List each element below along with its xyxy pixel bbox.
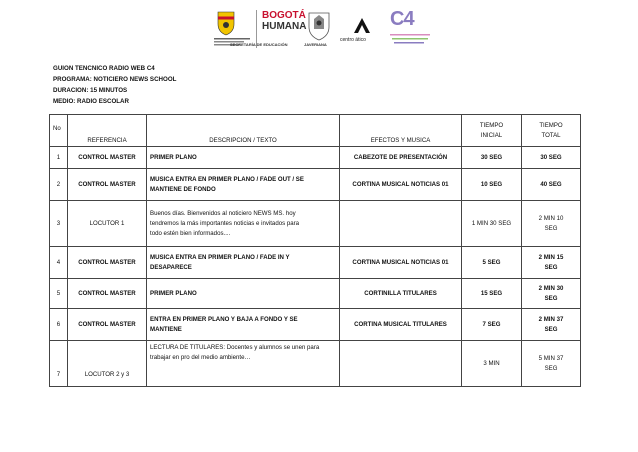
- table-row: [50, 247, 581, 279]
- row-efectos: CORTINA MUSICAL NOTICIAS 01: [340, 169, 462, 201]
- row-descripcion-line: todo estén bien informados....: [150, 229, 231, 237]
- row-tiempo-inicial: 7 SEG: [462, 309, 522, 341]
- c4-logo: C4: [390, 8, 414, 30]
- row-descripcion-line: trabajar en pro del medio ambiente…: [150, 354, 251, 361]
- row-tiempo-total: [522, 279, 581, 309]
- row-descripcion: [147, 341, 340, 387]
- row-efectos: CORTINILLA TITULARES: [340, 279, 462, 309]
- row-efectos: CABEZOTE DE PRESENTACIÓN: [340, 147, 462, 169]
- bogota-line1: BOGOTÁ: [262, 10, 306, 21]
- row-no: 3: [50, 201, 68, 247]
- row-tiempo-total: [522, 309, 581, 341]
- row-tiempo-total: 30 SEG: [522, 147, 581, 169]
- row-descripcion-line: ENTRA EN PRIMER PLANO Y BAJA A FONDO Y SE: [150, 315, 298, 323]
- row-tiempo-total-line: SEG: [544, 325, 558, 333]
- header-tiempo-inicial: [462, 115, 522, 147]
- row-referencia: CONTROL MASTER: [68, 247, 147, 279]
- header-tiempo-inicial-line2: INICIAL: [480, 131, 503, 139]
- table-row: [50, 341, 581, 387]
- meta-program: PROGRAMA: NOTICIERO NEWS SCHOOL: [53, 76, 177, 83]
- row-tiempo-total-line: 5 MIN 37: [538, 354, 564, 362]
- row-tiempo-inicial: 10 SEG: [462, 169, 522, 201]
- row-descripcion-line: LECTURA DE TITULARES: Docentes y alumnos se unen para: [150, 344, 320, 351]
- row-descripcion: [147, 169, 340, 201]
- meta-title: GUION TENCNICO RADIO WEB C4: [53, 65, 155, 72]
- row-no: 2: [50, 169, 68, 201]
- row-descripcion: PRIMER PLANO: [147, 279, 340, 309]
- meta-duration: DURACION: 15 MINUTOS: [53, 87, 128, 94]
- row-no: 1: [50, 147, 68, 169]
- row-tiempo-total-line: SEG: [544, 224, 558, 232]
- row-referencia: CONTROL MASTER: [68, 309, 147, 341]
- bogota-line2: HUMANA: [262, 21, 307, 32]
- javeriana-label: JAVERIANA: [304, 42, 327, 47]
- row-no: 4: [50, 247, 68, 279]
- header-tiempo-inicial-line1: TIEMPO: [479, 121, 504, 129]
- row-tiempo-total-line: 2 MIN 37: [538, 315, 564, 323]
- header-tiempo-total-line1: TIEMPO: [539, 121, 563, 129]
- row-tiempo-inicial: 3 MIN: [462, 341, 522, 387]
- row-tiempo-total: [522, 201, 581, 247]
- logo-bar: [210, 8, 440, 52]
- javeriana-crest-icon: [306, 9, 332, 41]
- row-tiempo-total-line: 2 MIN 15: [538, 253, 564, 261]
- table-row: [50, 147, 581, 169]
- row-tiempo-inicial: 15 SEG: [462, 279, 522, 309]
- header-tiempo-total: [522, 115, 581, 147]
- bogota-wordmark: [262, 10, 306, 32]
- row-tiempo-inicial: 5 SEG: [462, 247, 522, 279]
- row-descripcion-line: MUSICA ENTRA EN PRIMER PLANO / FADE IN Y: [150, 253, 290, 261]
- row-tiempo-total-line: SEG: [544, 364, 558, 372]
- header-no: No: [50, 115, 68, 147]
- script-table: [49, 114, 581, 387]
- row-tiempo-total: [522, 341, 581, 387]
- row-no: 5: [50, 279, 68, 309]
- row-descripcion: [147, 247, 340, 279]
- row-descripcion-line: tendremos la más importantes noticias e invitados para: [150, 219, 300, 227]
- row-descripcion: [147, 309, 340, 341]
- bogota-seal-icon: [216, 10, 236, 36]
- table-row: [50, 201, 581, 247]
- table-row: [50, 279, 581, 309]
- row-no: 7: [50, 341, 68, 387]
- row-referencia: CONTROL MASTER: [68, 169, 147, 201]
- row-referencia: CONTROL MASTER: [68, 147, 147, 169]
- table-header-row: [50, 115, 581, 147]
- row-tiempo-inicial: 30 SEG: [462, 147, 522, 169]
- row-tiempo-total: 40 SEG: [522, 169, 581, 201]
- row-referencia: LOCUTOR 1: [68, 201, 147, 247]
- header-descripcion: DESCRIPCION / TEXTO: [147, 115, 340, 147]
- row-efectos: CORTINA MUSICAL NOTICIAS 01: [340, 247, 462, 279]
- row-efectos: [340, 341, 462, 387]
- header-efectos: EFECTOS Y MUSICA: [340, 115, 462, 147]
- secretaria-label: SECRETARÍA DE EDUCACIÓN: [230, 42, 288, 47]
- row-descripcion-line: Buenos días. Bienvenidos al noticiero NEWS MS. hoy: [150, 209, 296, 217]
- table-row: [50, 309, 581, 341]
- row-efectos: CORTINA MUSICAL TITULARES: [340, 309, 462, 341]
- row-descripcion-line: MANTIENE DE FONDO: [150, 185, 216, 193]
- header-referencia: REFERENCIA: [68, 115, 147, 147]
- row-referencia: CONTROL MASTER: [68, 279, 147, 309]
- row-descripcion: PRIMER PLANO: [147, 147, 340, 169]
- header-tiempo-total-line2: TOTAL: [541, 131, 561, 139]
- row-tiempo-total: [522, 247, 581, 279]
- row-tiempo-total-line: SEG: [544, 263, 558, 271]
- row-descripcion-line: MUSICA ENTRA EN PRIMER PLANO / FADE OUT / SE: [150, 175, 304, 183]
- row-efectos: [340, 201, 462, 247]
- row-tiempo-inicial: 1 MIN 30 SEG: [462, 201, 522, 247]
- row-descripcion-line: DESAPARECE: [150, 263, 192, 271]
- row-descripcion: [147, 201, 340, 247]
- row-no: 6: [50, 309, 68, 341]
- c4-tagline-icon: [388, 32, 436, 46]
- row-descripcion-line: MANTIENE: [150, 325, 182, 333]
- script-metadata: [53, 63, 176, 107]
- row-tiempo-total-line: 2 MIN 10: [538, 214, 564, 222]
- table-row: [50, 169, 581, 201]
- row-tiempo-total-line: 2 MIN 30: [538, 284, 564, 292]
- centro-atico-icon: [352, 16, 372, 34]
- row-referencia: LOCUTOR 2 y 3: [68, 341, 147, 387]
- meta-medium: MEDIO: RADIO ESCOLAR: [53, 98, 129, 105]
- centro-atico-label: centro ático: [340, 37, 366, 43]
- row-tiempo-total-line: SEG: [544, 294, 558, 302]
